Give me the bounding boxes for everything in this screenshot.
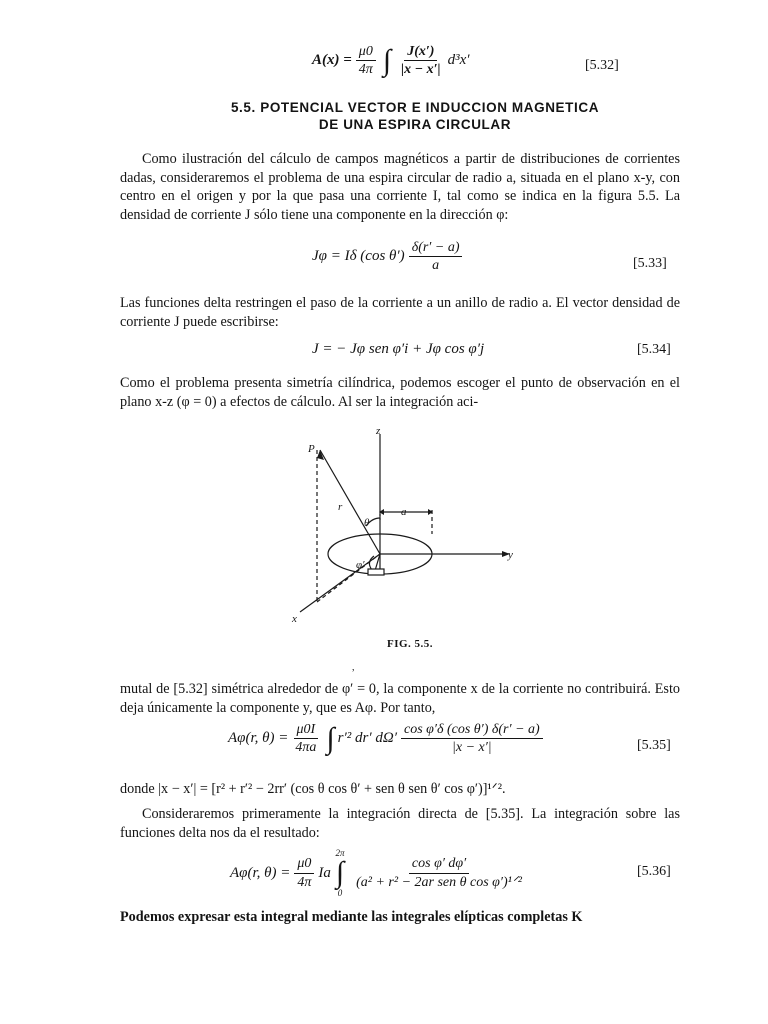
- eq532-integral-sign: ∫: [382, 43, 392, 77]
- equation-5-35: [228, 722, 547, 756]
- eq536-frac-num: cos φ′ dφ′: [409, 856, 469, 873]
- eq532-fraction: [398, 44, 444, 78]
- eq532-coef-num: μ0: [356, 44, 376, 61]
- label-y: y: [508, 549, 513, 561]
- eq536-fraction: [353, 856, 525, 890]
- eq532-lhs: A(x) =: [312, 52, 352, 69]
- phi-arc: [369, 556, 374, 570]
- figure-5-5: [280, 422, 530, 630]
- eq533-frac-num: δ(r′ − a): [409, 240, 463, 257]
- figure-caption: FIG. 5.5.: [386, 638, 434, 650]
- section-heading: [120, 99, 710, 133]
- stray-mark: ,: [352, 662, 355, 673]
- equation-5-33: [312, 240, 466, 274]
- paragraph-1-text: Como ilustración del cálculo de campos magnéticos a partir de distribuciones de corrientes dadas, consideraremos el problema de una espira circular de radio a, situada en el plano x-y, con centro en el origen y por la que pasa una corriente I, tal como se indica en la figura 5.5. La densidad de corriente J sólo tiene una componente en la dirección φ:: [120, 151, 680, 223]
- paragraph-6: [120, 805, 680, 842]
- eq536-coef-num: μ0: [294, 856, 314, 873]
- eq532-coef-den: 4π: [358, 62, 373, 78]
- eq533-fraction: [409, 240, 463, 274]
- label-phi: φ′: [356, 559, 365, 571]
- paragraph-3-text: Como el problema presenta simetría cilíndrica, podemos escoger el punto de observación en el plano x-z (φ = 0) a efectos de cálculo. Al ser la integración aci-: [120, 375, 680, 410]
- label-P: P: [308, 443, 315, 455]
- paragraph-6-text: Consideraremos primeramente la integración directa de [5.35]. La integración sobre las funciones delta nos da el resultado:: [120, 806, 680, 841]
- label-x: x: [292, 613, 297, 625]
- eq536-lower-limit: 0: [337, 888, 343, 898]
- current-element: [368, 569, 384, 575]
- eq534-body: J = − Jφ sen φ′i + Jφ cos φ′j: [312, 341, 485, 357]
- eq535-coef-den: 4πa: [295, 740, 317, 756]
- eq536-integral-sign: ∫: [335, 856, 345, 889]
- eq535-frac-den: |x − x′|: [452, 740, 492, 756]
- label-theta: θ: [364, 517, 370, 529]
- label-z: z: [376, 425, 381, 437]
- eq533-number: [5.33]: [633, 256, 667, 271]
- eq536-coef-den: 4π: [297, 874, 312, 890]
- equation-5-34: [312, 341, 484, 358]
- eq536-upper-limit: 2π: [335, 848, 345, 858]
- eq535-fraction: [401, 722, 543, 756]
- eq532-number: [5.32]: [585, 58, 619, 73]
- eq535-coef: [292, 722, 319, 756]
- paragraph-4: [120, 680, 680, 717]
- eq536-frac-den: (a² + r² − 2ar sen θ cos φ′)¹ᐟ²: [356, 874, 522, 890]
- eq533-frac-den: a: [432, 258, 440, 274]
- heading-line-1: 5.5. POTENCIAL VECTOR E INDUCCION MAGNETICA: [230, 100, 600, 115]
- eq532-tail: d³x′: [447, 52, 470, 69]
- eq535-mid: r′² dr′ dΩ′: [337, 730, 397, 747]
- eq536-lhs: Aφ(r, θ) =: [230, 864, 291, 881]
- paragraph-4-text: mutal de [5.32] simétrica alrededor de φ′ = 0, la componente x de la corriente no contribuirá. Esto deja únicamente la componente y, que es Aφ. Por tanto,: [120, 681, 680, 716]
- eq536-mid: Ia: [318, 864, 331, 881]
- eq533-lhs: Jφ = Iδ (cos θ′): [312, 248, 405, 265]
- paragraph-1: [120, 150, 680, 224]
- eq532-coef: [356, 44, 376, 78]
- label-a: a: [401, 506, 407, 518]
- paragraph-2: [120, 294, 680, 331]
- heading-line-2: DE UNA ESPIRA CIRCULAR: [318, 117, 512, 132]
- paragraph-5-text: donde |x − x′| = [r² + r′² − 2rr′ (cos θ cos θ′ + sen θ sen θ′ cos φ′)]¹ᐟ².: [120, 781, 506, 797]
- eq535-coef-num: μ0I: [294, 722, 319, 739]
- vector-r: [320, 450, 380, 554]
- eq536-number: [5.36]: [637, 864, 671, 879]
- paragraph-3: [120, 374, 680, 411]
- eq535-number: [5.35]: [637, 738, 671, 753]
- paragraph-5: [120, 780, 680, 799]
- paragraph-7: [120, 908, 680, 927]
- eq535-frac-num: cos φ′δ (cos θ′) δ(r′ − a): [401, 722, 543, 739]
- eq536-coef: [294, 856, 314, 890]
- paragraph-2-text: Las funciones delta restringen el paso de la corriente a un anillo de radio a. El vector densidad de corriente J puede escribirse:: [120, 295, 680, 330]
- equation-5-32: [312, 44, 470, 78]
- eq535-lhs: Aφ(r, θ) =: [228, 730, 289, 747]
- eq532-frac-den: |x − x′|: [401, 62, 441, 78]
- paragraph-7-text: Podemos expresar esta integral mediante las integrales elípticas completas K: [120, 909, 583, 925]
- equation-5-36: [230, 848, 529, 898]
- eq534-number: [5.34]: [637, 342, 671, 357]
- eq535-integral-sign: ∫: [326, 721, 335, 755]
- radius-a-dim-arrow-right: [428, 509, 433, 515]
- eq532-frac-num: J(x′): [404, 44, 437, 61]
- eq536-integral-limits: [333, 848, 347, 898]
- label-r: r: [338, 501, 343, 513]
